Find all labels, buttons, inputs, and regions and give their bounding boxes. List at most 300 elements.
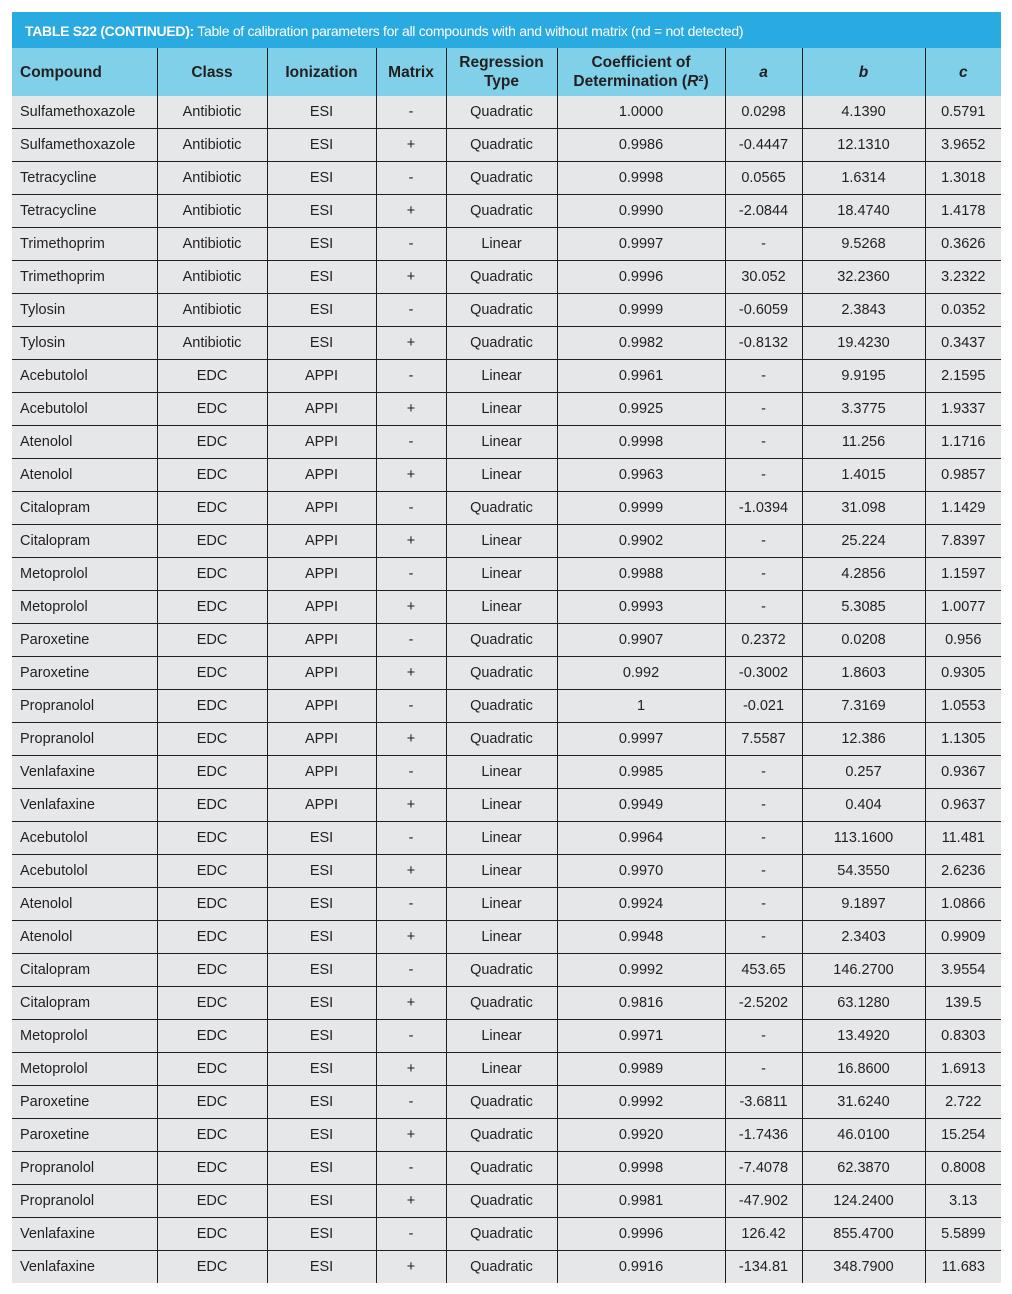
- cell-r-squared: 0.9989: [557, 1053, 725, 1086]
- table-row: [12, 327, 1001, 360]
- cell-r-squared: 0.9902: [557, 525, 725, 558]
- cell-compound: Metoprolol: [12, 1053, 157, 1086]
- table-row: [12, 591, 1001, 624]
- cell-b: 9.5268: [802, 228, 925, 261]
- cell-b: 11.256: [802, 426, 925, 459]
- table-row: [12, 1218, 1001, 1251]
- cell-ionization: APPI: [267, 756, 376, 789]
- cell-class: EDC: [157, 591, 267, 624]
- calibration-table-container: [12, 12, 1001, 1283]
- cell-r-squared: 0.9961: [557, 360, 725, 393]
- cell-matrix: +: [376, 723, 446, 756]
- cell-c: 15.254: [925, 1119, 1001, 1152]
- cell-r-squared: 0.9971: [557, 1020, 725, 1053]
- cell-b: 7.3169: [802, 690, 925, 723]
- cell-compound: Trimethoprim: [12, 261, 157, 294]
- column-header-regression-type: Regression Type: [446, 48, 557, 96]
- cell-regression-type: Quadratic: [446, 129, 557, 162]
- column-header-matrix: Matrix: [376, 48, 446, 96]
- cell-a: -134.81: [725, 1251, 802, 1284]
- cell-b: 2.3403: [802, 921, 925, 954]
- cell-compound: Metoprolol: [12, 1020, 157, 1053]
- cell-ionization: APPI: [267, 789, 376, 822]
- cell-class: EDC: [157, 756, 267, 789]
- cell-a: 0.2372: [725, 624, 802, 657]
- cell-b: 18.4740: [802, 195, 925, 228]
- cell-a: -: [725, 459, 802, 492]
- cell-c: 0.956: [925, 624, 1001, 657]
- cell-regression-type: Quadratic: [446, 96, 557, 129]
- cell-r-squared: 0.9920: [557, 1119, 725, 1152]
- cell-c: 2.722: [925, 1086, 1001, 1119]
- table-row: [12, 822, 1001, 855]
- cell-b: 113.1600: [802, 822, 925, 855]
- cell-compound: Acebutolol: [12, 822, 157, 855]
- cell-ionization: APPI: [267, 624, 376, 657]
- cell-r-squared: 0.992: [557, 657, 725, 690]
- cell-regression-type: Linear: [446, 789, 557, 822]
- cell-class: Antibiotic: [157, 327, 267, 360]
- cell-compound: Paroxetine: [12, 1119, 157, 1152]
- cell-compound: Citalopram: [12, 525, 157, 558]
- cell-regression-type: Quadratic: [446, 1185, 557, 1218]
- cell-c: 1.0077: [925, 591, 1001, 624]
- cell-r-squared: 0.9988: [557, 558, 725, 591]
- cell-compound: Propranolol: [12, 723, 157, 756]
- cell-class: EDC: [157, 1218, 267, 1251]
- cell-matrix: -: [376, 756, 446, 789]
- cell-r-squared: 1.0000: [557, 96, 725, 129]
- cell-matrix: +: [376, 1185, 446, 1218]
- cell-b: 4.2856: [802, 558, 925, 591]
- cell-matrix: -: [376, 888, 446, 921]
- cell-matrix: -: [376, 96, 446, 129]
- cell-class: EDC: [157, 1053, 267, 1086]
- cell-a: -0.3002: [725, 657, 802, 690]
- cell-ionization: ESI: [267, 921, 376, 954]
- table-row: [12, 789, 1001, 822]
- cell-c: 1.0866: [925, 888, 1001, 921]
- cell-ionization: APPI: [267, 393, 376, 426]
- table-row: [12, 1251, 1001, 1284]
- cell-b: 5.3085: [802, 591, 925, 624]
- cell-b: 0.404: [802, 789, 925, 822]
- cell-compound: Tylosin: [12, 327, 157, 360]
- cell-r-squared: 0.9992: [557, 1086, 725, 1119]
- cell-matrix: +: [376, 789, 446, 822]
- cell-c: 139.5: [925, 987, 1001, 1020]
- cell-class: EDC: [157, 624, 267, 657]
- cell-c: 5.5899: [925, 1218, 1001, 1251]
- cell-r-squared: 0.9997: [557, 723, 725, 756]
- cell-compound: Venlafaxine: [12, 756, 157, 789]
- cell-regression-type: Quadratic: [446, 1086, 557, 1119]
- cell-c: 0.8303: [925, 1020, 1001, 1053]
- cell-matrix: +: [376, 657, 446, 690]
- cell-regression-type: Quadratic: [446, 162, 557, 195]
- cell-compound: Acebutolol: [12, 393, 157, 426]
- cell-matrix: +: [376, 327, 446, 360]
- cell-ionization: ESI: [267, 1185, 376, 1218]
- cell-ionization: ESI: [267, 195, 376, 228]
- table-row: [12, 723, 1001, 756]
- cell-compound: Tetracycline: [12, 195, 157, 228]
- table-row: [12, 624, 1001, 657]
- table-row: [12, 690, 1001, 723]
- table-row: [12, 360, 1001, 393]
- cell-c: 7.8397: [925, 525, 1001, 558]
- cell-c: 1.0553: [925, 690, 1001, 723]
- table-row: [12, 1020, 1001, 1053]
- cell-a: -2.0844: [725, 195, 802, 228]
- cell-r-squared: 0.9997: [557, 228, 725, 261]
- cell-class: EDC: [157, 855, 267, 888]
- cell-b: 31.098: [802, 492, 925, 525]
- cell-c: 1.1716: [925, 426, 1001, 459]
- cell-a: -1.7436: [725, 1119, 802, 1152]
- cell-matrix: -: [376, 492, 446, 525]
- cell-regression-type: Quadratic: [446, 1218, 557, 1251]
- column-header-b: b: [802, 48, 925, 96]
- cell-matrix: -: [376, 1152, 446, 1185]
- cell-class: EDC: [157, 426, 267, 459]
- cell-matrix: -: [376, 294, 446, 327]
- cell-matrix: -: [376, 1086, 446, 1119]
- cell-matrix: -: [376, 690, 446, 723]
- caption-text: Table of calibration parameters for all compounds with and without matrix (nd = not detected): [193, 23, 744, 39]
- cell-a: -: [725, 921, 802, 954]
- cell-a: -: [725, 426, 802, 459]
- cell-matrix: +: [376, 987, 446, 1020]
- cell-matrix: +: [376, 393, 446, 426]
- cell-a: -1.0394: [725, 492, 802, 525]
- cell-ionization: ESI: [267, 327, 376, 360]
- table-row: [12, 96, 1001, 129]
- cell-class: EDC: [157, 987, 267, 1020]
- cell-class: Antibiotic: [157, 228, 267, 261]
- cell-regression-type: Linear: [446, 1020, 557, 1053]
- column-header-a: a: [725, 48, 802, 96]
- cell-regression-type: Quadratic: [446, 657, 557, 690]
- cell-r-squared: 0.9916: [557, 1251, 725, 1284]
- cell-r-squared: 0.9990: [557, 195, 725, 228]
- cell-matrix: +: [376, 1119, 446, 1152]
- cell-c: 3.2322: [925, 261, 1001, 294]
- cell-c: 0.9367: [925, 756, 1001, 789]
- cell-b: 16.8600: [802, 1053, 925, 1086]
- cell-regression-type: Quadratic: [446, 690, 557, 723]
- cell-b: 19.4230: [802, 327, 925, 360]
- cell-b: 62.3870: [802, 1152, 925, 1185]
- cell-compound: Trimethoprim: [12, 228, 157, 261]
- table-row: [12, 162, 1001, 195]
- cell-r-squared: 0.9985: [557, 756, 725, 789]
- cell-regression-type: Linear: [446, 888, 557, 921]
- cell-c: 1.1305: [925, 723, 1001, 756]
- cell-r-squared: 0.9998: [557, 162, 725, 195]
- cell-b: 4.1390: [802, 96, 925, 129]
- cell-ionization: APPI: [267, 360, 376, 393]
- cell-r-squared: 0.9924: [557, 888, 725, 921]
- cell-b: 12.1310: [802, 129, 925, 162]
- cell-regression-type: Linear: [446, 393, 557, 426]
- cell-ionization: APPI: [267, 657, 376, 690]
- cell-compound: Propranolol: [12, 1185, 157, 1218]
- table-row: [12, 888, 1001, 921]
- cell-compound: Acebutolol: [12, 855, 157, 888]
- cell-ionization: APPI: [267, 426, 376, 459]
- cell-b: 146.2700: [802, 954, 925, 987]
- cell-a: -0.4447: [725, 129, 802, 162]
- cell-class: EDC: [157, 1152, 267, 1185]
- cell-class: Antibiotic: [157, 294, 267, 327]
- cell-a: -: [725, 789, 802, 822]
- cell-a: -: [725, 855, 802, 888]
- cell-a: -: [725, 525, 802, 558]
- cell-c: 0.3437: [925, 327, 1001, 360]
- cell-ionization: ESI: [267, 1119, 376, 1152]
- cell-regression-type: Linear: [446, 921, 557, 954]
- cell-a: 0.0298: [725, 96, 802, 129]
- cell-c: 3.13: [925, 1185, 1001, 1218]
- cell-ionization: ESI: [267, 162, 376, 195]
- cell-ionization: APPI: [267, 558, 376, 591]
- column-header-compound: Compound: [12, 48, 157, 96]
- cell-c: 1.9337: [925, 393, 1001, 426]
- cell-class: EDC: [157, 558, 267, 591]
- table-row: [12, 1086, 1001, 1119]
- cell-c: 1.4178: [925, 195, 1001, 228]
- cell-compound: Paroxetine: [12, 657, 157, 690]
- cell-b: 348.7900: [802, 1251, 925, 1284]
- cell-r-squared: 0.9996: [557, 261, 725, 294]
- cell-b: 32.2360: [802, 261, 925, 294]
- cell-regression-type: Linear: [446, 360, 557, 393]
- cell-ionization: ESI: [267, 855, 376, 888]
- cell-ionization: APPI: [267, 492, 376, 525]
- cell-c: 2.1595: [925, 360, 1001, 393]
- cell-compound: Atenolol: [12, 888, 157, 921]
- cell-regression-type: Linear: [446, 1053, 557, 1086]
- cell-c: 0.9909: [925, 921, 1001, 954]
- cell-a: 126.42: [725, 1218, 802, 1251]
- cell-class: EDC: [157, 822, 267, 855]
- cell-compound: Propranolol: [12, 690, 157, 723]
- cell-regression-type: Linear: [446, 459, 557, 492]
- table-row: [12, 294, 1001, 327]
- cell-class: EDC: [157, 393, 267, 426]
- cell-c: 11.683: [925, 1251, 1001, 1284]
- cell-a: -: [725, 756, 802, 789]
- cell-r-squared: 0.9999: [557, 492, 725, 525]
- cell-b: 1.4015: [802, 459, 925, 492]
- cell-r-squared: 0.9907: [557, 624, 725, 657]
- cell-a: -: [725, 822, 802, 855]
- cell-r-squared: 0.9964: [557, 822, 725, 855]
- cell-ionization: APPI: [267, 459, 376, 492]
- cell-c: 0.9637: [925, 789, 1001, 822]
- cell-regression-type: Quadratic: [446, 723, 557, 756]
- cell-regression-type: Quadratic: [446, 492, 557, 525]
- cell-c: 0.8008: [925, 1152, 1001, 1185]
- cell-b: 0.0208: [802, 624, 925, 657]
- cell-compound: Citalopram: [12, 987, 157, 1020]
- cell-ionization: ESI: [267, 1152, 376, 1185]
- cell-ionization: ESI: [267, 228, 376, 261]
- cell-b: 124.2400: [802, 1185, 925, 1218]
- cell-c: 2.6236: [925, 855, 1001, 888]
- cell-regression-type: Linear: [446, 756, 557, 789]
- cell-matrix: +: [376, 855, 446, 888]
- cell-class: EDC: [157, 921, 267, 954]
- cell-matrix: +: [376, 1053, 446, 1086]
- calibration-table: [12, 48, 1001, 1283]
- cell-class: EDC: [157, 1251, 267, 1284]
- table-row: [12, 558, 1001, 591]
- cell-c: 1.1429: [925, 492, 1001, 525]
- cell-regression-type: Quadratic: [446, 1251, 557, 1284]
- cell-c: 3.9554: [925, 954, 1001, 987]
- cell-ionization: ESI: [267, 822, 376, 855]
- table-row: [12, 195, 1001, 228]
- cell-class: Antibiotic: [157, 96, 267, 129]
- table-row: [12, 855, 1001, 888]
- cell-r-squared: 0.9992: [557, 954, 725, 987]
- cell-ionization: ESI: [267, 1020, 376, 1053]
- cell-compound: Tetracycline: [12, 162, 157, 195]
- cell-c: 1.6913: [925, 1053, 1001, 1086]
- cell-a: -0.8132: [725, 327, 802, 360]
- cell-a: -: [725, 1020, 802, 1053]
- cell-class: Antibiotic: [157, 129, 267, 162]
- cell-ionization: ESI: [267, 261, 376, 294]
- cell-ionization: ESI: [267, 954, 376, 987]
- table-row: [12, 987, 1001, 1020]
- cell-ionization: APPI: [267, 723, 376, 756]
- table-row: [12, 1119, 1001, 1152]
- cell-r-squared: 0.9949: [557, 789, 725, 822]
- table-row: [12, 1152, 1001, 1185]
- cell-class: EDC: [157, 525, 267, 558]
- cell-class: EDC: [157, 1119, 267, 1152]
- cell-r-squared: 0.9998: [557, 426, 725, 459]
- cell-matrix: +: [376, 261, 446, 294]
- cell-regression-type: Linear: [446, 228, 557, 261]
- cell-regression-type: Quadratic: [446, 195, 557, 228]
- cell-b: 1.6314: [802, 162, 925, 195]
- cell-compound: Citalopram: [12, 954, 157, 987]
- cell-matrix: -: [376, 558, 446, 591]
- table-row: [12, 1185, 1001, 1218]
- cell-regression-type: Quadratic: [446, 624, 557, 657]
- cell-compound: Venlafaxine: [12, 789, 157, 822]
- table-row: [12, 129, 1001, 162]
- cell-compound: Propranolol: [12, 1152, 157, 1185]
- header-row: [12, 48, 1001, 96]
- cell-c: 1.1597: [925, 558, 1001, 591]
- cell-a: -: [725, 1053, 802, 1086]
- table-row: [12, 426, 1001, 459]
- cell-b: 12.386: [802, 723, 925, 756]
- cell-c: 11.481: [925, 822, 1001, 855]
- cell-compound: Metoprolol: [12, 558, 157, 591]
- cell-b: 855.4700: [802, 1218, 925, 1251]
- cell-a: -7.4078: [725, 1152, 802, 1185]
- cell-compound: Atenolol: [12, 459, 157, 492]
- cell-class: EDC: [157, 690, 267, 723]
- cell-b: 13.4920: [802, 1020, 925, 1053]
- cell-b: 63.1280: [802, 987, 925, 1020]
- table-body: [12, 96, 1001, 1283]
- cell-a: -: [725, 591, 802, 624]
- cell-ionization: ESI: [267, 1218, 376, 1251]
- column-header-ionization: Ionization: [267, 48, 376, 96]
- cell-b: 46.0100: [802, 1119, 925, 1152]
- cell-compound: Sulfamethoxazole: [12, 129, 157, 162]
- cell-a: -: [725, 393, 802, 426]
- cell-b: 25.224: [802, 525, 925, 558]
- cell-class: Antibiotic: [157, 162, 267, 195]
- cell-c: 0.9857: [925, 459, 1001, 492]
- cell-class: EDC: [157, 657, 267, 690]
- cell-matrix: -: [376, 822, 446, 855]
- table-row: [12, 657, 1001, 690]
- cell-compound: Paroxetine: [12, 624, 157, 657]
- cell-class: EDC: [157, 723, 267, 756]
- cell-a: -: [725, 558, 802, 591]
- cell-a: 453.65: [725, 954, 802, 987]
- cell-b: 1.8603: [802, 657, 925, 690]
- cell-compound: Venlafaxine: [12, 1218, 157, 1251]
- column-header-r-squared: Coefficient of Determination (R²): [557, 48, 725, 96]
- cell-matrix: -: [376, 360, 446, 393]
- cell-ionization: ESI: [267, 987, 376, 1020]
- cell-regression-type: Quadratic: [446, 261, 557, 294]
- cell-compound: Citalopram: [12, 492, 157, 525]
- cell-r-squared: 0.9981: [557, 1185, 725, 1218]
- cell-compound: Acebutolol: [12, 360, 157, 393]
- cell-matrix: +: [376, 129, 446, 162]
- cell-ionization: APPI: [267, 525, 376, 558]
- column-header-class: Class: [157, 48, 267, 96]
- cell-matrix: -: [376, 162, 446, 195]
- cell-r-squared: 0.9996: [557, 1218, 725, 1251]
- cell-c: 1.3018: [925, 162, 1001, 195]
- cell-ionization: ESI: [267, 1086, 376, 1119]
- cell-c: 3.9652: [925, 129, 1001, 162]
- cell-a: 30.052: [725, 261, 802, 294]
- cell-r-squared: 0.9993: [557, 591, 725, 624]
- cell-ionization: ESI: [267, 1053, 376, 1086]
- cell-r-squared: 0.9948: [557, 921, 725, 954]
- cell-ionization: APPI: [267, 591, 376, 624]
- cell-a: -0.6059: [725, 294, 802, 327]
- cell-c: 0.9305: [925, 657, 1001, 690]
- cell-compound: Sulfamethoxazole: [12, 96, 157, 129]
- cell-compound: Metoprolol: [12, 591, 157, 624]
- cell-a: -2.5202: [725, 987, 802, 1020]
- cell-class: Antibiotic: [157, 195, 267, 228]
- cell-regression-type: Quadratic: [446, 327, 557, 360]
- cell-class: EDC: [157, 1086, 267, 1119]
- cell-compound: Atenolol: [12, 921, 157, 954]
- cell-compound: Tylosin: [12, 294, 157, 327]
- cell-r-squared: 0.9816: [557, 987, 725, 1020]
- cell-matrix: +: [376, 1251, 446, 1284]
- table-row: [12, 954, 1001, 987]
- table-row: [12, 756, 1001, 789]
- table-row: [12, 393, 1001, 426]
